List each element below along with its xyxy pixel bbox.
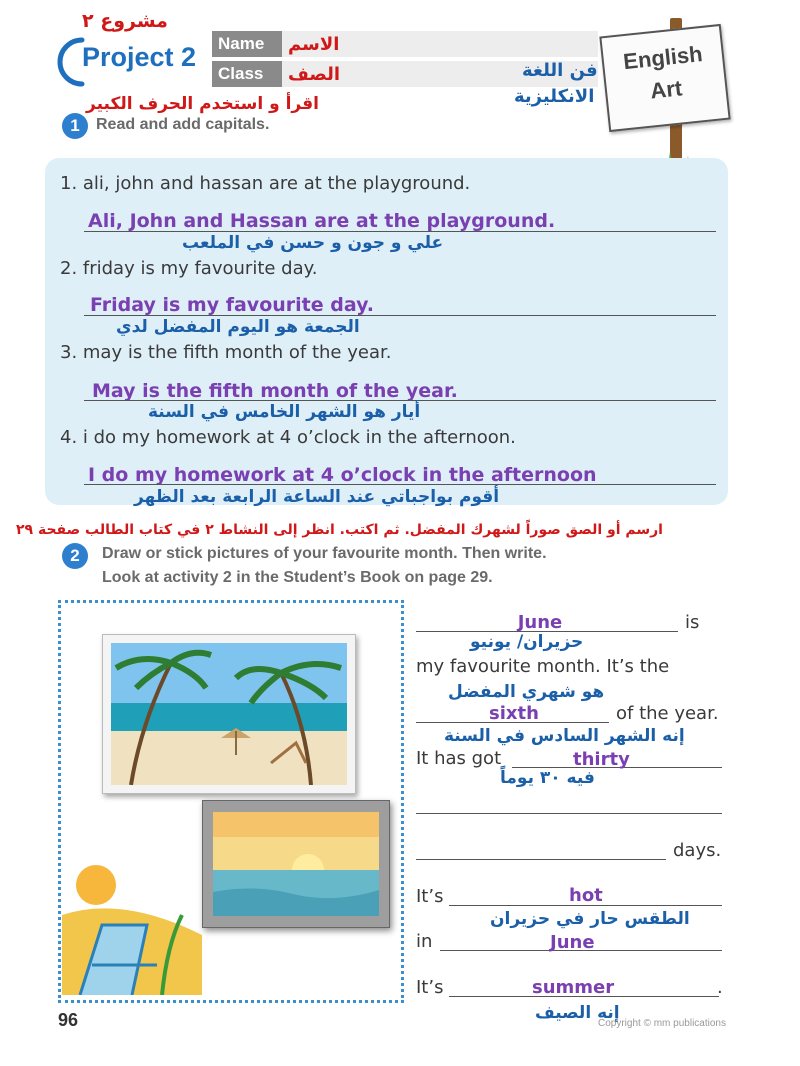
q1-prompt: 1. ali, john and hassan are at the playground. — [60, 173, 471, 194]
arabic-project-label: مشروع ٢ — [82, 10, 168, 32]
favourite-arabic: هو شهري المفضل — [448, 682, 605, 702]
q3-answer-line — [84, 400, 716, 401]
name-arabic: الاسم — [288, 34, 340, 55]
sunset-photo — [213, 812, 379, 916]
weather-arabic: الطقس حار في حزيران — [490, 909, 690, 929]
q3-answer[interactable]: May is the fifth month of the year. — [92, 380, 458, 402]
copyright: Copyright © mm publications — [598, 1018, 726, 1029]
exercise2-arabic-instruction: ارسم أو الصق صوراً لشهرك المفضل. ثم اكتب. انظر إلى النشاط ٢ في كتاب الطالب صفحة ٢٩ — [16, 522, 663, 538]
q2-prompt: 2. friday is my favourite day. — [60, 258, 318, 279]
q2-arabic: الجمعة هو اليوم المفضل لدي — [116, 317, 360, 337]
in-month-answer[interactable]: June — [550, 932, 595, 953]
days-arabic: فيه ٣٠ يوماً — [500, 768, 595, 788]
exercise1-arabic-instruction: اقرأ و استخدم الحرف الكبير — [86, 94, 319, 114]
name-label: Name — [212, 31, 282, 57]
exercise2-instruction-2: Look at activity 2 in the Student’s Book on page 29. — [102, 569, 493, 586]
ordinal-arabic: إنه الشهر السادس في السنة — [444, 726, 685, 746]
q1-answer[interactable]: Ali, John and Hassan are at the playground. — [88, 210, 556, 232]
of-year-text: of the year. — [616, 703, 719, 724]
its-text-2: It’s — [416, 977, 444, 998]
q3-prompt: 3. may is the fifth month of the year. — [60, 342, 392, 363]
it-has-got-text: It has got — [416, 748, 502, 769]
blank-line-1[interactable] — [416, 813, 722, 814]
exercise2-instruction-1: Draw or stick pictures of your favourite month. Then write. — [102, 545, 547, 562]
q4-prompt: 4. i do my homework at 4 o’clock in the afternoon. — [60, 427, 516, 448]
its-text-1: It’s — [416, 886, 444, 907]
beach-photo — [111, 643, 347, 785]
q4-arabic: أقوم بواجباتي عند الساعة الرابعة بعد الظهر — [134, 487, 500, 507]
exercise2-number: 2 — [62, 543, 88, 569]
q4-answer[interactable]: I do my homework at 4 o’clock in the afternoon — [88, 464, 597, 486]
season-answer[interactable]: summer — [532, 977, 615, 998]
subject-arabic-2: الانكليزية — [514, 86, 595, 107]
q2-answer[interactable]: Friday is my favourite day. — [90, 294, 374, 316]
q1-answer-line — [84, 231, 716, 232]
q1-arabic: علي و جون و حسن في الملعب — [182, 233, 444, 253]
project-title: Project 2 — [82, 42, 197, 72]
sunset-photo-frame — [202, 800, 390, 928]
subject-arabic-1: فن اللغة — [522, 60, 598, 81]
q2-answer-line — [84, 315, 716, 316]
in-text: in — [416, 931, 433, 952]
days-count-answer[interactable]: thirty — [573, 749, 630, 770]
is-text: is — [685, 612, 700, 633]
exercise1-number: 1 — [62, 113, 88, 139]
favourite-text: my favourite month. It’s the — [416, 656, 670, 677]
exercise1-instruction: Read and add capitals. — [96, 116, 270, 133]
subject-sign — [599, 24, 730, 132]
page-number: 96 — [58, 1010, 79, 1030]
class-arabic: الصف — [288, 64, 341, 85]
season-arabic: إنه الصيف — [535, 1003, 620, 1023]
class-label: Class — [212, 61, 282, 87]
q4-answer-line — [84, 484, 716, 485]
q3-arabic: أيار هو الشهر الخامس في السنة — [148, 402, 421, 422]
days-text: days. — [673, 840, 722, 861]
beach-chair-sticker — [62, 855, 202, 995]
sign-line-2: Art — [649, 75, 684, 104]
ordinal-answer[interactable]: sixth — [489, 703, 539, 724]
weather-answer[interactable]: hot — [569, 885, 603, 906]
sign-line-1: English — [622, 41, 704, 75]
month-arabic: حزيران/ يونيو — [470, 632, 584, 652]
blank-line-2[interactable] — [416, 859, 666, 860]
beach-photo-frame — [102, 634, 356, 794]
month-answer[interactable]: June — [517, 612, 563, 633]
period-text: . — [717, 977, 723, 998]
